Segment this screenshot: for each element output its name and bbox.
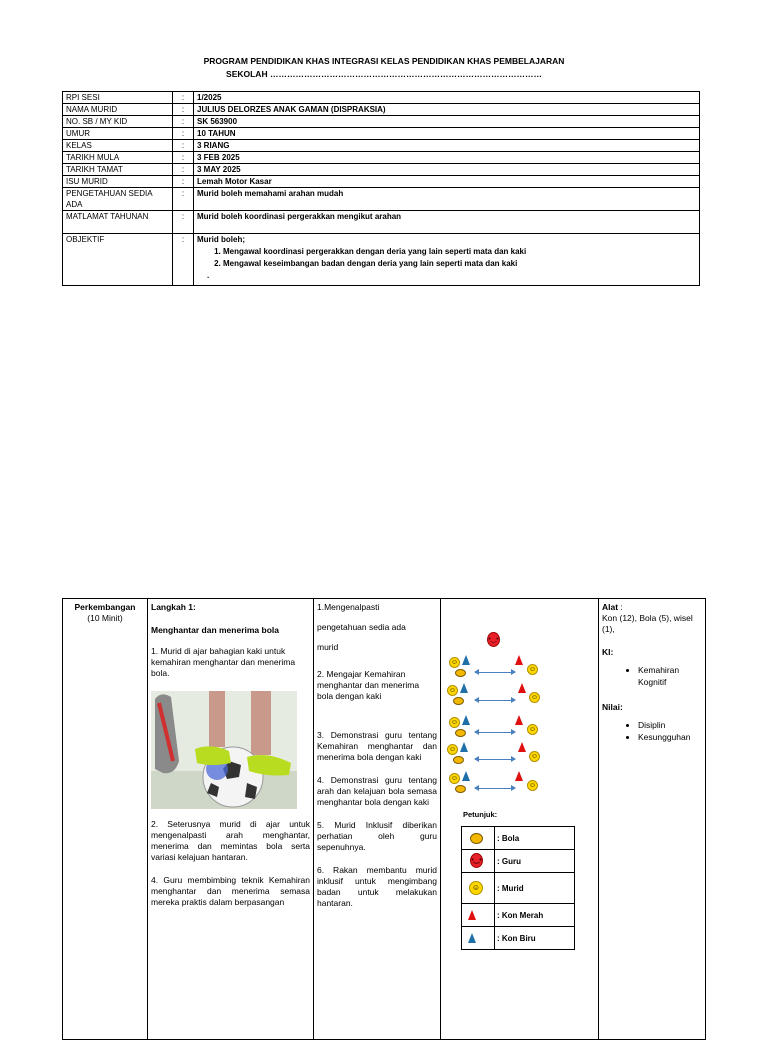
info-label: NAMA MURID bbox=[63, 104, 173, 116]
info-row bbox=[63, 211, 700, 234]
info-row bbox=[63, 152, 700, 164]
info-label: TARIKH MULA bbox=[63, 152, 173, 164]
teacher-step: 2. Mengajar Kemahiran menghantar dan menerima bola dengan kaki bbox=[317, 669, 420, 701]
red-face-icon: •‿• bbox=[470, 853, 483, 868]
school-line: SEKOLAH …………………………………………………………………………………… bbox=[226, 69, 542, 79]
pass-direction-arrow bbox=[475, 788, 515, 789]
blue-cone-icon bbox=[462, 771, 470, 781]
info-row bbox=[63, 104, 700, 116]
red-cone-icon bbox=[468, 910, 476, 920]
legend-row bbox=[462, 927, 575, 950]
info-label: UMUR bbox=[63, 128, 173, 140]
info-label: KELAS bbox=[63, 140, 173, 152]
red-cone-icon bbox=[515, 715, 523, 725]
student-smiley-icon: ☺ bbox=[528, 726, 537, 733]
ball-icon bbox=[470, 833, 483, 844]
pass-direction-arrow bbox=[475, 672, 515, 673]
info-label: RPI SESI bbox=[63, 92, 173, 104]
nilai-item: • Kesungguhan bbox=[638, 731, 702, 743]
info-value: Murid boleh memahami arahan mudah bbox=[194, 188, 700, 211]
red-cone-icon bbox=[518, 742, 526, 752]
teacher-column bbox=[314, 599, 441, 1039]
info-label: ISU MURID bbox=[63, 176, 173, 188]
alat-text: Kon (12), Bola (5), wisel (1), bbox=[602, 613, 693, 634]
teacher-step: 6. Rakan membantu murid inklusif untuk mengimbang badan untuk melakukan hantaran. bbox=[317, 865, 437, 908]
ki-list bbox=[602, 664, 702, 688]
ball-icon bbox=[453, 756, 464, 764]
teacher-step-1a: 1.Mengenalpasti bbox=[317, 602, 380, 612]
info-row bbox=[63, 128, 700, 140]
teacher-red-face-icon: •‿• bbox=[487, 632, 500, 647]
info-label: MATLAMAT TAHUNAN bbox=[63, 211, 173, 234]
info-colon: : bbox=[173, 152, 194, 164]
legend-title: Petunjuk: bbox=[463, 810, 498, 819]
student-smiley-icon: ☺ bbox=[450, 775, 459, 782]
student-smiley-icon: ☺ bbox=[528, 666, 537, 673]
legend-label: : Kon Merah bbox=[495, 904, 575, 927]
legend-label: : Murid bbox=[495, 873, 575, 904]
red-cone-icon bbox=[518, 683, 526, 693]
student-smiley-icon: ☺ bbox=[450, 659, 459, 666]
red-cone-icon bbox=[515, 655, 523, 665]
info-label: TARIKH TAMAT bbox=[63, 164, 173, 176]
info-colon: : bbox=[173, 104, 194, 116]
info-colon: : bbox=[173, 211, 194, 234]
pass-direction-arrow bbox=[475, 700, 515, 701]
info-row bbox=[63, 164, 700, 176]
objective-trailing: . bbox=[207, 271, 210, 280]
lesson-table bbox=[62, 598, 706, 1040]
info-row bbox=[63, 176, 700, 188]
info-row-objektif bbox=[63, 234, 700, 286]
legend-label: : Kon Biru bbox=[495, 927, 575, 950]
legend-label: : Bola bbox=[495, 827, 575, 850]
nilai-list bbox=[602, 719, 702, 743]
student-info-table bbox=[62, 91, 700, 286]
step-subtitle: Menghantar dan menerima bola bbox=[151, 625, 279, 635]
info-value: 1/2025 bbox=[194, 92, 700, 104]
info-colon: : bbox=[173, 176, 194, 188]
info-value: 3 FEB 2025 bbox=[194, 152, 700, 164]
objective-list bbox=[197, 246, 696, 270]
pass-direction-arrow bbox=[475, 759, 515, 760]
student-smiley-icon: ☺ bbox=[450, 719, 459, 726]
info-value: 3 MAY 2025 bbox=[194, 164, 700, 176]
phase-title: Perkembangan bbox=[74, 602, 136, 612]
blue-cone-icon bbox=[460, 742, 468, 752]
student-smiley-icon: ☺ bbox=[448, 687, 457, 694]
activity-column bbox=[148, 599, 314, 1039]
legend-row bbox=[462, 827, 575, 850]
info-row bbox=[63, 140, 700, 152]
info-label: NO. SB / MY KID bbox=[63, 116, 173, 128]
legend-table bbox=[461, 826, 575, 950]
ki-title: KI: bbox=[602, 647, 614, 657]
student-smiley-icon: ☺ bbox=[448, 746, 457, 753]
info-value: SK 563900 bbox=[194, 116, 700, 128]
info-colon: : bbox=[173, 92, 194, 104]
diagram-column bbox=[441, 599, 599, 1039]
legend-row bbox=[462, 850, 575, 873]
blue-cone-icon bbox=[462, 655, 470, 665]
practice-field-diagram bbox=[441, 599, 599, 799]
info-value: 3 RIANG bbox=[194, 140, 700, 152]
activity-step: 1. Murid di ajar bahagian kaki untuk kemahiran menghantar dan menerima bola. bbox=[151, 646, 296, 678]
smiley-icon: ☺ bbox=[469, 881, 483, 895]
info-colon: : bbox=[173, 164, 194, 176]
info-label: PENGETAHUAN SEDIA ADA bbox=[63, 188, 173, 211]
red-cone-icon bbox=[515, 771, 523, 781]
nilai-title: Nilai: bbox=[602, 702, 623, 712]
blue-cone-icon bbox=[460, 683, 468, 693]
phase-duration: (10 Minit) bbox=[87, 613, 123, 623]
ball-icon bbox=[455, 729, 466, 737]
info-colon: : bbox=[173, 234, 194, 286]
info-value: Lemah Motor Kasar bbox=[194, 176, 700, 188]
ki-item: • Kemahiran Kognitif bbox=[638, 664, 702, 688]
info-colon: : bbox=[173, 140, 194, 152]
resources-column bbox=[599, 599, 705, 1039]
ball-icon bbox=[455, 785, 466, 793]
document-title: PROGRAM PENDIDIKAN KHAS INTEGRASI KELAS PENDIDIKAN KHAS PEMBELAJARAN bbox=[203, 56, 565, 66]
teacher-step: 4. Demonstrasi guru tentang arah dan kelajuan bola semasa menghantar bola dengan kaki bbox=[317, 775, 437, 807]
legend-row bbox=[462, 904, 575, 927]
pass-direction-arrow bbox=[475, 732, 515, 733]
student-smiley-icon: ☺ bbox=[530, 694, 539, 701]
blue-cone-icon bbox=[468, 933, 476, 943]
teacher-step: 3. Demonstrasi guru tentang Kemahiran menghantar dan menerima bola dengan kaki bbox=[317, 730, 437, 762]
objective-intro: Murid boleh; bbox=[197, 235, 245, 244]
student-smiley-icon: ☺ bbox=[530, 753, 539, 760]
ball-icon bbox=[453, 697, 464, 705]
football-photo bbox=[151, 691, 297, 809]
objective-item: 2. Mengawal keseimbangan badan dengan deria yang lain seperti mata dan kaki bbox=[223, 258, 696, 270]
info-value: Murid boleh koordinasi pergerakkan mengikut arahan bbox=[194, 211, 700, 234]
phase-column bbox=[63, 599, 148, 1039]
nilai-item: • Disiplin bbox=[638, 719, 702, 731]
blue-cone-icon bbox=[462, 715, 470, 725]
alat-colon: : bbox=[618, 602, 623, 612]
info-row bbox=[63, 92, 700, 104]
activity-step: 4. Guru membimbing teknik Kemahiran menghantar dan menerima semasa mereka praktis dalam berpasangan bbox=[151, 875, 310, 907]
activity-step: 2. Seterusnya murid di ajar untuk mengenalpasti arah menghantar, menerima dan memintas bola serta variasi kelajuan hantaran. bbox=[151, 819, 310, 862]
objective-item: 1. Mengawal koordinasi pergerakkan dengan deria yang lain seperti mata dan kaki bbox=[223, 246, 696, 258]
info-row bbox=[63, 188, 700, 211]
teacher-step: 5. Murid Inklusif diberikan perhatian oleh guru sepenuhnya. bbox=[317, 820, 437, 852]
info-label: OBJEKTIF bbox=[63, 234, 173, 286]
legend-row bbox=[462, 873, 575, 904]
teacher-step-1c: murid bbox=[317, 642, 339, 652]
info-colon: : bbox=[173, 116, 194, 128]
teacher-step-1b: pengetahuan sedia ada bbox=[317, 622, 406, 632]
info-colon: : bbox=[173, 128, 194, 140]
info-value: 10 TAHUN bbox=[194, 128, 700, 140]
info-colon: : bbox=[173, 188, 194, 211]
alat-title: Alat bbox=[602, 602, 619, 612]
info-row bbox=[63, 116, 700, 128]
legend-label: : Guru bbox=[495, 850, 575, 873]
step-title: Langkah 1: bbox=[151, 602, 196, 612]
info-value: JULIUS DELORZES ANAK GAMAN (DISPRAKSIA) bbox=[194, 104, 700, 116]
student-smiley-icon: ☺ bbox=[528, 782, 537, 789]
ball-icon bbox=[455, 669, 466, 677]
